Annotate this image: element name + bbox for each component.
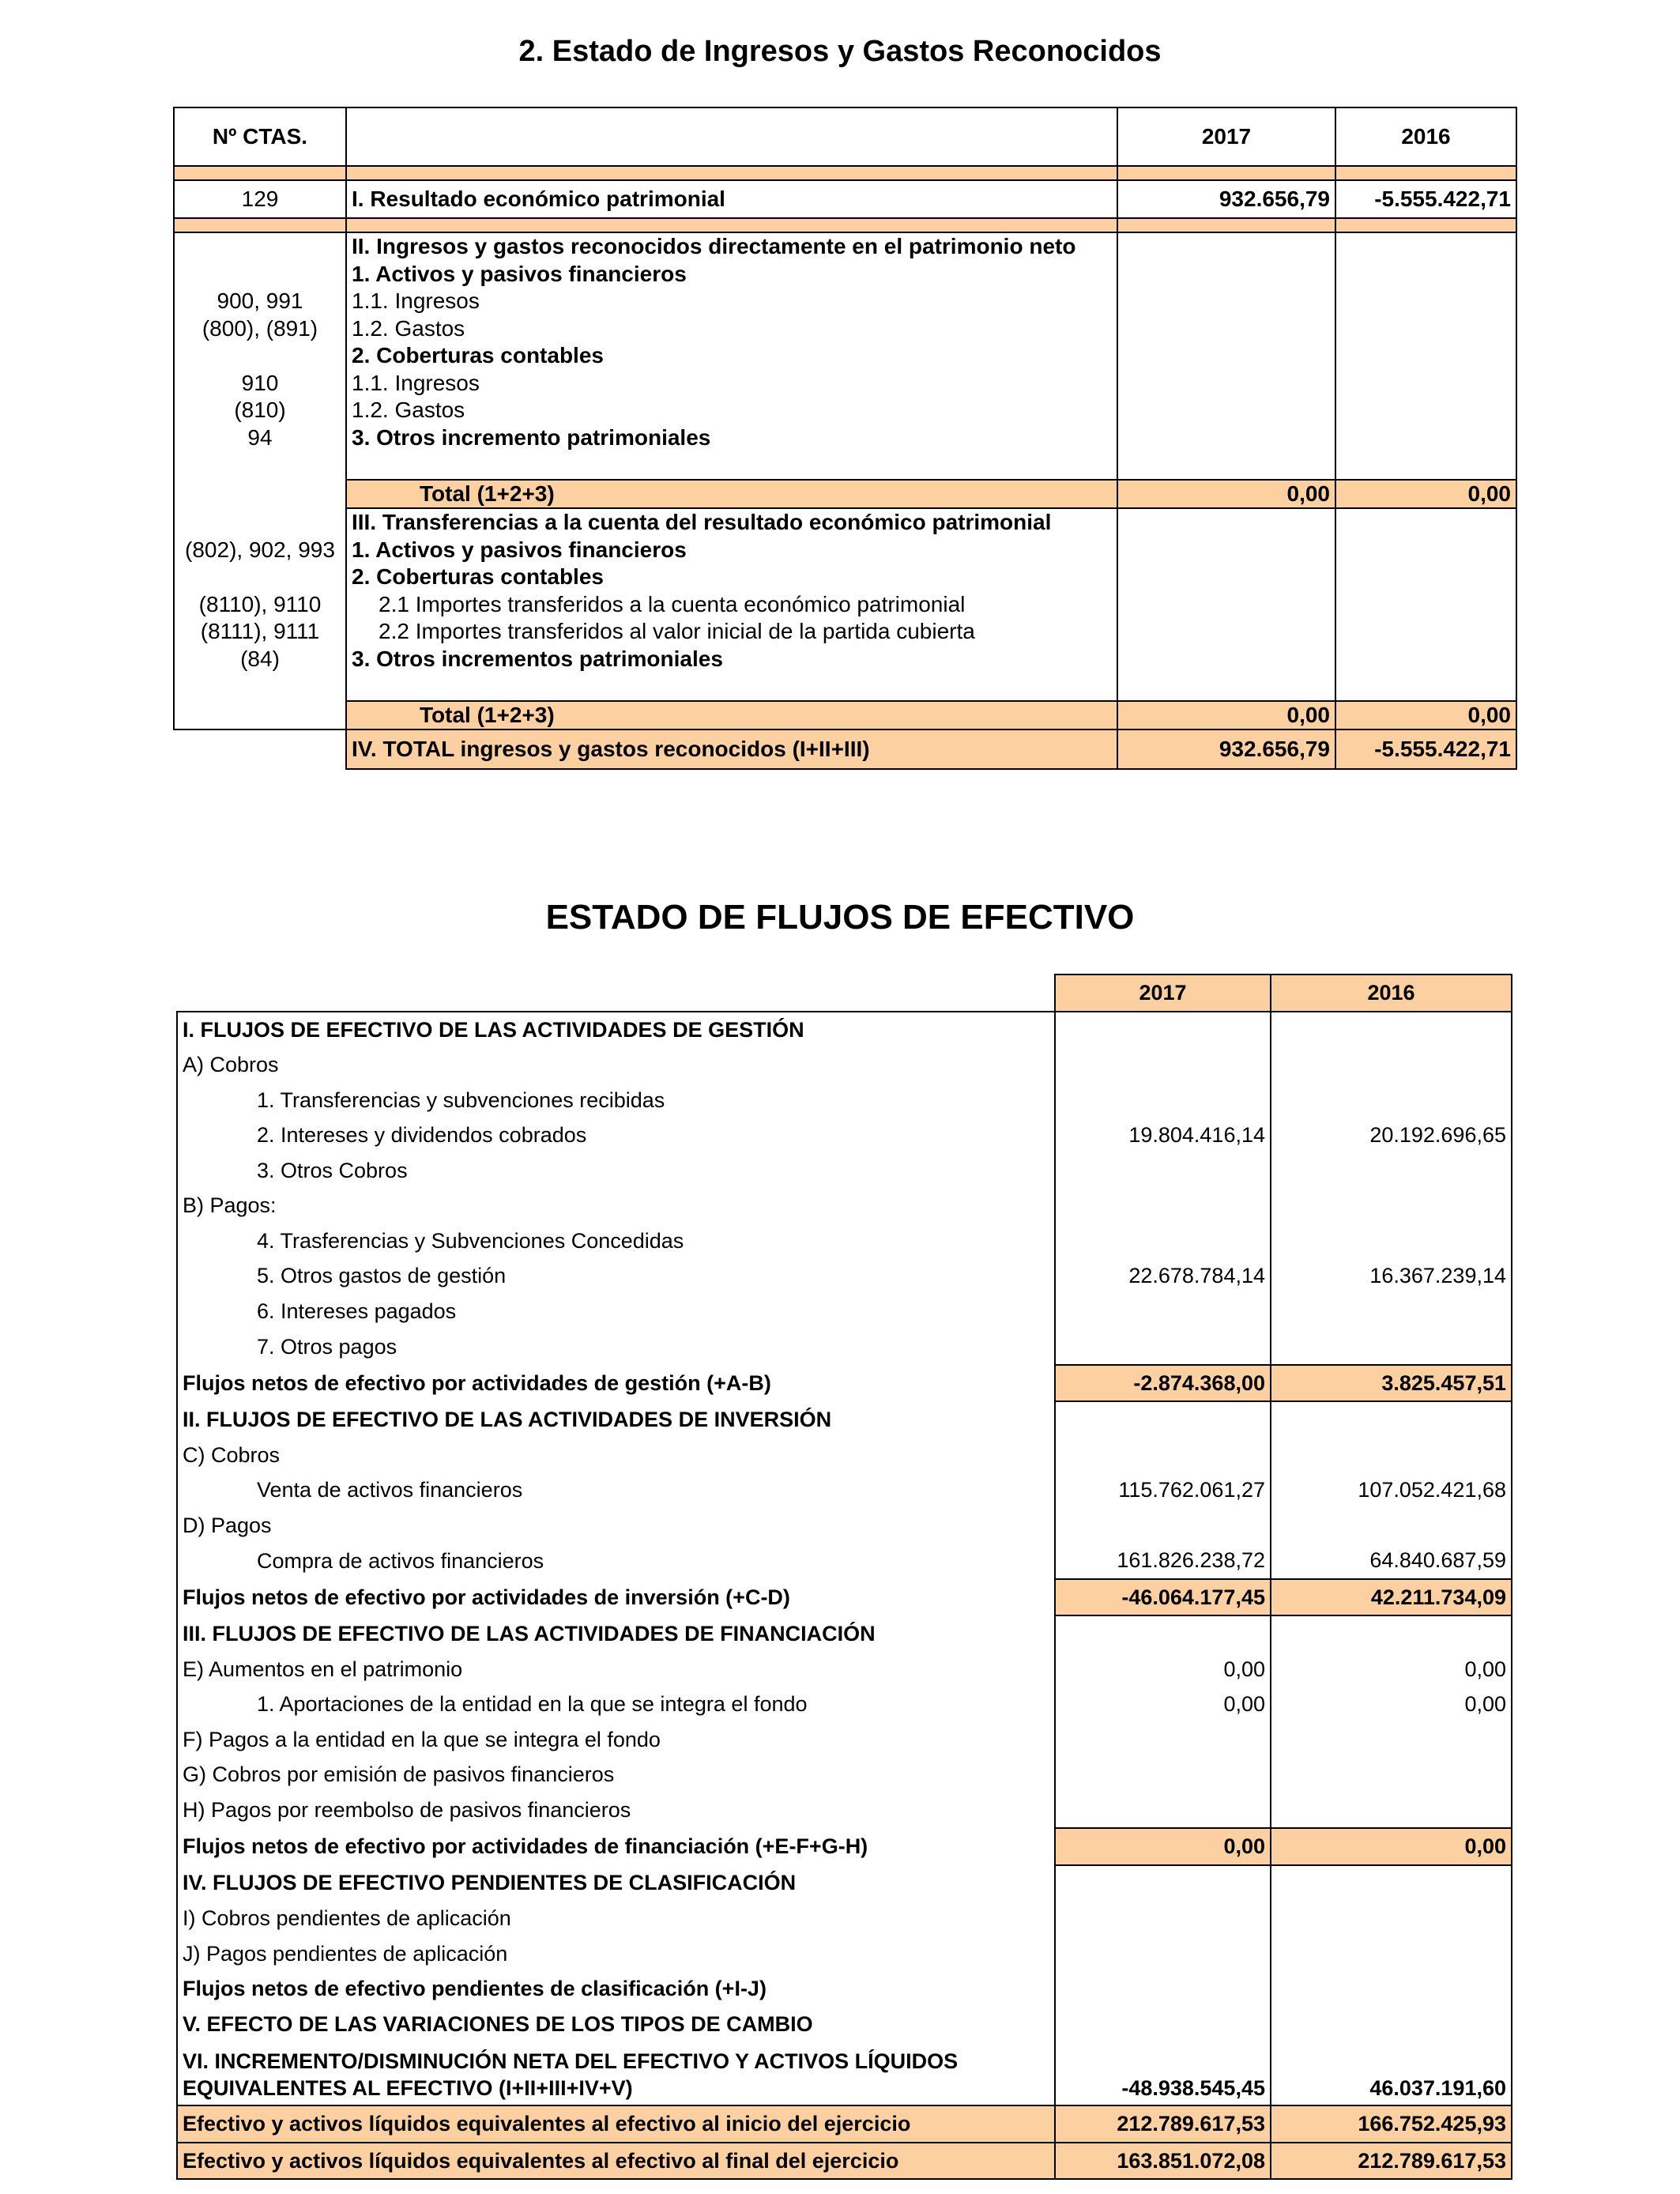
cuenta-cell: (802), 902, 993 [174,537,346,564]
cuenta-cell: 129 [174,180,346,218]
table-row [174,315,1516,343]
table-row [174,342,1516,370]
header-concepto [177,974,1055,1012]
concepto-cell: 1. Activos y pasivos financieros [346,261,1117,288]
concepto-cell: 1. Aportaciones de la entidad en la que se integra el fondo [177,1687,1055,1722]
concepto-cell: III. Transferencias a la cuenta del resultado económico patrimonial [346,508,1117,537]
value-2016: -5.555.422,71 [1335,180,1516,218]
table-row [177,1936,1512,1972]
concepto-cell: 2. Coberturas contables [346,342,1117,370]
section2-title: ESTADO DE FLUJOS DE EFECTIVO [545,898,1135,937]
table-row [177,1401,1512,1438]
table-row [177,1579,1512,1616]
table-row [177,1329,1512,1365]
flujos-efectivo-body [177,974,1512,2179]
value-2016: -5.555.422,71 [1335,729,1516,769]
concepto-cell [346,451,1117,480]
concepto-cell: Compra de activos financieros [177,1543,1055,1579]
table-row [177,1012,1512,1048]
cuenta-cell [174,480,346,509]
table-row [177,1652,1512,1687]
table-row [177,1971,1512,2007]
value-2017: 0,00 [1055,1652,1271,1687]
value-2017 [1117,261,1335,288]
table-row [177,1153,1512,1189]
value-2017: -2.874.368,00 [1055,1365,1271,1402]
table-row [177,1901,1512,1936]
header-2016: 2016 [1335,107,1516,166]
table-row [174,564,1516,591]
concepto-cell: A) Cobros [177,1047,1055,1083]
concepto-cell: Flujos netos de efectivo por actividades de financiación (+E-F+G-H) [177,1828,1055,1865]
value-2016: 166.752.425,93 [1271,2105,1512,2143]
value-2016 [1271,1329,1512,1365]
value-2017: 22.678.784,14 [1055,1258,1271,1294]
value-2016: 16.367.239,14 [1271,1258,1512,1294]
value-2017 [1055,1401,1271,1438]
concepto-cell: Efectivo y activos líquidos equivalentes al efectivo al inicio del ejercicio [177,2105,1055,2143]
value-2017 [1055,1971,1271,2007]
value-2016: 20.192.696,65 [1271,1118,1512,1153]
table-row [177,1687,1512,1722]
value-2017 [1117,232,1335,261]
concepto-cell: 1.1. Ingresos [346,288,1117,315]
value-2016 [1271,1153,1512,1189]
table-row [177,2105,1512,2143]
value-2017 [1117,564,1335,591]
concepto-cell: D) Pagos [177,1508,1055,1544]
table-row [177,1757,1512,1793]
separator-cell [346,166,1117,180]
value-2016 [1335,315,1516,343]
value-2017 [1055,2007,1271,2042]
concepto-cell: Flujos netos de efectivo pendientes de clasificación (+I-J) [177,1971,1055,2007]
table-row [177,1223,1512,1259]
value-2016: 64.840.687,59 [1271,1543,1512,1579]
concepto-cell: 2.1 Importes transferidos a la cuenta económico patrimonial [346,591,1117,619]
table-row [174,288,1516,315]
value-2016: 0,00 [1335,701,1516,730]
separator-cell [174,166,346,180]
concepto-line: VI. INCREMENTO/DISMINUCIÓN NETA DEL EFECTIVO Y ACTIVOS LÍQUIDOS [183,2049,959,2073]
value-2017 [1055,1083,1271,1118]
concepto-cell: 2. Intereses y dividendos cobrados [177,1118,1055,1153]
table-row [177,2007,1512,2042]
header-concepto [346,107,1117,166]
separator-cell [346,218,1117,232]
concepto-cell: E) Aumentos en el patrimonio [177,1652,1055,1687]
table-row [174,480,1516,509]
table-row [177,1118,1512,1153]
table-row [174,166,1516,180]
cuenta-cell: 94 [174,424,346,452]
value-2016 [1335,288,1516,315]
table-row [174,397,1516,424]
value-2016 [1271,1793,1512,1829]
value-2016: 0,00 [1271,1687,1512,1722]
table-row [174,180,1516,218]
value-2016 [1271,1188,1512,1223]
value-2016: 46.037.191,60 [1271,2041,1512,2105]
concepto-cell: 2. Coberturas contables [346,564,1117,591]
value-2016 [1335,370,1516,398]
table-row [177,1793,1512,1829]
value-2016 [1271,1047,1512,1083]
concepto-cell: 3. Otros Cobros [177,1153,1055,1189]
header-2017: 2017 [1117,107,1335,166]
value-2017 [1117,591,1335,619]
value-2017 [1055,1722,1271,1758]
value-2016 [1271,1722,1512,1758]
table-row [177,2143,1512,2180]
table-row [174,424,1516,452]
table-row [177,1615,1512,1652]
concepto-cell: 1. Activos y pasivos financieros [346,537,1117,564]
table-row [174,591,1516,619]
concepto-cell: V. EFECTO DE LAS VARIACIONES DE LOS TIPOS DE CAMBIO [177,2007,1055,2042]
value-2017 [1055,1865,1271,1902]
concepto-cell: C) Cobros [177,1438,1055,1473]
value-2017 [1117,315,1335,343]
table-row [174,232,1516,261]
value-2016 [1271,1083,1512,1118]
concepto-cell: Total (1+2+3) [346,480,1117,509]
concepto-cell: 5. Otros gastos de gestión [177,1258,1055,1294]
concepto-cell: Venta de activos financieros [177,1472,1055,1508]
value-2017 [1117,508,1335,537]
flujos-efectivo-table [176,974,1512,2180]
value-2017: -48.938.545,45 [1055,2041,1271,2105]
concepto-cell: 1.2. Gastos [346,315,1117,343]
value-2016 [1335,508,1516,537]
cuenta-cell: 900, 991 [174,288,346,315]
cuenta-cell: (800), (891) [174,315,346,343]
value-2017 [1055,1153,1271,1189]
value-2017 [1055,1793,1271,1829]
concepto-cell: J) Pagos pendientes de aplicación [177,1936,1055,1972]
value-2016 [1335,673,1516,701]
cuenta-cell [174,508,346,537]
value-2017 [1055,1936,1271,1972]
value-2016 [1335,646,1516,673]
ingresos-gastos-body [174,107,1516,769]
cuenta-cell [174,729,346,769]
concepto-cell: 1.1. Ingresos [346,370,1117,398]
value-2016: 212.789.617,53 [1271,2143,1512,2180]
table-row [174,673,1516,701]
value-2017 [1117,646,1335,673]
value-2016 [1335,591,1516,619]
value-2016 [1271,1223,1512,1259]
cuenta-cell [174,261,346,288]
value-2017 [1117,537,1335,564]
concepto-cell: I. FLUJOS DE EFECTIVO DE LAS ACTIVIDADES DE GESTIÓN [177,1012,1055,1048]
value-2017 [1055,1012,1271,1048]
cuenta-cell: (810) [174,397,346,424]
value-2017 [1055,1329,1271,1365]
value-2017: 0,00 [1055,1687,1271,1722]
concepto-cell: Flujos netos de efectivo por actividades de gestión (+A-B) [177,1365,1055,1402]
value-2017 [1055,1188,1271,1223]
table-row [174,261,1516,288]
table-row [174,646,1516,673]
cuenta-cell [174,232,346,261]
value-2017 [1055,1047,1271,1083]
value-2016 [1271,1508,1512,1544]
ingresos-gastos-table [173,107,1517,770]
concepto-cell: II. FLUJOS DE EFECTIVO DE LAS ACTIVIDADES DE INVERSIÓN [177,1401,1055,1438]
concepto-cell: 2.2 Importes transferidos al valor inicial de la partida cubierta [346,618,1117,646]
value-2016 [1271,1901,1512,1936]
value-2017 [1117,288,1335,315]
value-2017 [1117,370,1335,398]
value-2017: 0,00 [1117,480,1335,509]
value-2017 [1055,1438,1271,1473]
separator-cell [174,218,346,232]
value-2016: 0,00 [1335,480,1516,509]
table-row [177,1722,1512,1758]
value-2017 [1055,1294,1271,1329]
table-row [177,2041,1512,2105]
concepto-cell: 1. Transferencias y subvenciones recibidas [177,1083,1055,1118]
concepto-cell: F) Pagos a la entidad en la que se integra el fondo [177,1722,1055,1758]
value-2017: 161.826.238,72 [1055,1543,1271,1579]
table-row [174,537,1516,564]
table-row [177,1472,1512,1508]
value-2016 [1271,1294,1512,1329]
separator-cell [1335,166,1516,180]
table-row [177,974,1512,1012]
concepto-cell: III. FLUJOS DE EFECTIVO DE LAS ACTIVIDADES DE FINANCIACIÓN [177,1615,1055,1652]
concepto-cell [177,2041,1055,2105]
concepto-cell: 6. Intereses pagados [177,1294,1055,1329]
cuenta-cell [174,564,346,591]
table-row [177,1508,1512,1544]
table-row [174,508,1516,537]
concepto-cell: II. Ingresos y gastos reconocidos directamente en el patrimonio neto [346,232,1117,261]
value-2017: 932.656,79 [1117,729,1335,769]
value-2016 [1335,261,1516,288]
concepto-cell: H) Pagos por reembolso de pasivos financieros [177,1793,1055,1829]
cuenta-cell [174,342,346,370]
value-2017 [1117,424,1335,452]
table-row [177,1083,1512,1118]
table-row [174,107,1516,166]
concepto-cell: 1.2. Gastos [346,397,1117,424]
value-2016 [1335,397,1516,424]
table-row [177,1294,1512,1329]
value-2017: 115.762.061,27 [1055,1472,1271,1508]
value-2016 [1335,564,1516,591]
concepto-cell: IV. TOTAL ingresos y gastos reconocidos (I+II+III) [346,729,1117,769]
value-2016 [1271,1865,1512,1902]
value-2016: 0,00 [1271,1652,1512,1687]
value-2016 [1271,2007,1512,2042]
cuenta-cell: (8111), 9111 [174,618,346,646]
value-2017 [1117,618,1335,646]
value-2017 [1055,1901,1271,1936]
value-2017: 163.851.072,08 [1055,2143,1271,2180]
value-2016 [1271,1012,1512,1048]
cuenta-cell [174,673,346,701]
concepto-cell: 4. Trasferencias y Subvenciones Concedidas [177,1223,1055,1259]
cuenta-cell [174,451,346,480]
cuenta-cell: 910 [174,370,346,398]
cuenta-cell: (8110), 9110 [174,591,346,619]
section1-title: 2. Estado de Ingresos y Gastos Reconocidos [518,35,1162,68]
table-row [177,1543,1512,1579]
table-row [177,1365,1512,1402]
concepto-cell [346,673,1117,701]
value-2017 [1055,1223,1271,1259]
value-2016 [1335,618,1516,646]
value-2016: 0,00 [1271,1828,1512,1865]
value-2017 [1117,451,1335,480]
cuenta-cell: (84) [174,646,346,673]
concepto-line: EQUIVALENTES AL EFECTIVO (I+II+III+IV+V) [183,2076,633,2100]
concepto-cell: IV. FLUJOS DE EFECTIVO PENDIENTES DE CLASIFICACIÓN [177,1865,1055,1902]
concepto-cell: 3. Otros incrementos patrimoniales [346,646,1117,673]
value-2017 [1055,1508,1271,1544]
value-2017: 0,00 [1117,701,1335,730]
concepto-cell: I) Cobros pendientes de aplicación [177,1901,1055,1936]
concepto-cell: 7. Otros pagos [177,1329,1055,1365]
table-row [174,218,1516,232]
table-row [174,701,1516,730]
concepto-cell: Flujos netos de efectivo por actividades de inversión (+C-D) [177,1579,1055,1616]
concepto-cell: I. Resultado económico patrimonial [346,180,1117,218]
table-row [177,1047,1512,1083]
value-2016: 107.052.421,68 [1271,1472,1512,1508]
value-2016 [1335,232,1516,261]
value-2016 [1271,1971,1512,2007]
value-2016 [1271,1615,1512,1652]
value-2016: 42.211.734,09 [1271,1579,1512,1616]
table-row [177,1828,1512,1865]
table-row [174,729,1516,769]
value-2017 [1055,1757,1271,1793]
table-row [177,1258,1512,1294]
value-2016: 3.825.457,51 [1271,1365,1512,1402]
separator-cell [1117,218,1335,232]
concepto-cell: B) Pagos: [177,1188,1055,1223]
value-2016 [1335,537,1516,564]
value-2016 [1271,1401,1512,1438]
cuenta-cell [174,701,346,730]
table-row [174,618,1516,646]
concepto-cell: Total (1+2+3) [346,701,1117,730]
concepto-cell: 3. Otros incremento patrimoniales [346,424,1117,452]
table-row [177,1438,1512,1473]
value-2017: 19.804.416,14 [1055,1118,1271,1153]
value-2016 [1271,1936,1512,1972]
table-row [177,1188,1512,1223]
value-2017: -46.064.177,45 [1055,1579,1271,1616]
table-row [177,1865,1512,1902]
value-2017: 0,00 [1055,1828,1271,1865]
value-2017 [1117,673,1335,701]
value-2016 [1271,1438,1512,1473]
separator-cell [1335,218,1516,232]
concepto-cell: G) Cobros por emisión de pasivos financieros [177,1757,1055,1793]
separator-cell [1117,166,1335,180]
header-cuentas: Nº CTAS. [174,107,346,166]
value-2017: 932.656,79 [1117,180,1335,218]
table-row [174,370,1516,398]
table-row [174,451,1516,480]
value-2016 [1335,424,1516,452]
header-2016: 2016 [1271,974,1512,1012]
value-2016 [1335,451,1516,480]
value-2017 [1117,342,1335,370]
header-2017: 2017 [1055,974,1271,1012]
concepto-cell: Efectivo y activos líquidos equivalentes al efectivo al final del ejercicio [177,2143,1055,2180]
value-2016 [1335,342,1516,370]
value-2016 [1271,1757,1512,1793]
value-2017: 212.789.617,53 [1055,2105,1271,2143]
value-2017 [1055,1615,1271,1652]
value-2017 [1117,397,1335,424]
